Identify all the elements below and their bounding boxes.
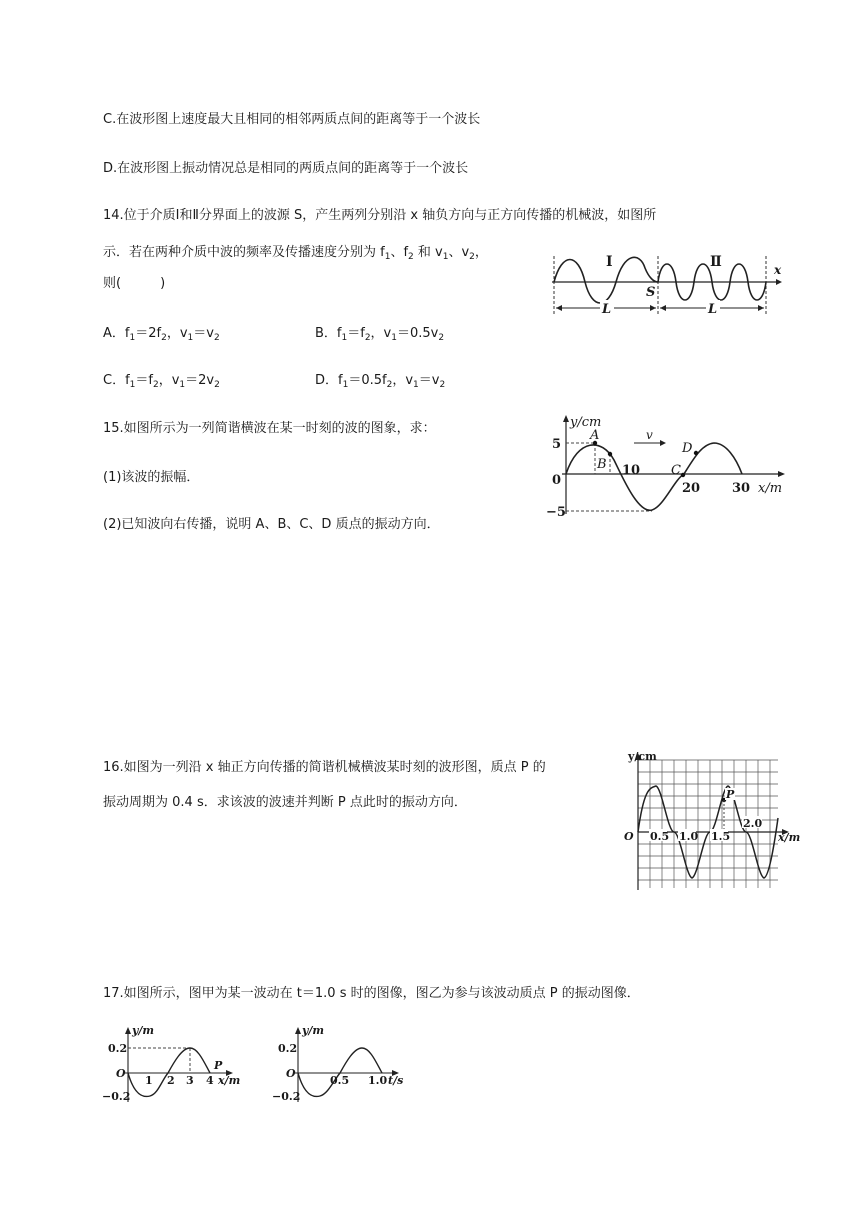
tick-label-05: 0.5 <box>330 1074 350 1087</box>
label-medium-2: Ⅱ <box>710 254 722 270</box>
origin-label: O <box>286 1067 296 1080</box>
x-axis-arrow <box>778 471 785 477</box>
q14-stem-line1: 14.位于介质Ⅰ和Ⅱ分界面上的波源 S，产生两列分别沿 x 轴负方向与正方向传播的机械波，如图所 <box>103 208 657 223</box>
point-d-dot <box>694 451 698 455</box>
q16-wave-figure <box>620 748 810 893</box>
wave-curve <box>128 1048 210 1096</box>
q15-part1: (1)该波的振幅． <box>103 470 200 485</box>
point-p-label: P <box>214 1059 223 1072</box>
q17-stem: 17.如图所示，图甲为某一波动在 t＝1.0 s 时的图像，图乙为参与该波动质点 P 的振动图像． <box>103 986 640 1001</box>
q14-stem-line2: 示．若在两种介质中波的频率及传播速度分别为 $f_1$、$f_2$ 和 $v_1$、$v_2$， <box>103 245 488 262</box>
length-arrowhead-1b <box>650 305 656 311</box>
tick-label-neg5: −5 <box>546 505 566 520</box>
q17-figure-b <box>270 1022 410 1104</box>
tick-label-30: 30 <box>732 481 751 496</box>
tick-label-1: 1 <box>145 1074 153 1087</box>
point-a-label: A <box>590 428 600 443</box>
tick-label-neg02: −0.2 <box>102 1090 131 1103</box>
tick-label-neg02: −0.2 <box>272 1090 301 1103</box>
q14-option-b: B．$f_1=f_2$，$v_1=0.5v_2$ <box>315 326 445 343</box>
q13-option-c: C.在波形图上速度最大且相同的相邻两质点间的距离等于一个波长 <box>103 112 481 127</box>
tick-label-20: 2.0 <box>743 817 763 830</box>
tick-label-15: 1.5 <box>711 830 731 843</box>
x-axis-arrow <box>776 279 782 285</box>
wave-curve <box>566 443 742 510</box>
y-axis-label: y/m <box>302 1024 325 1037</box>
tick-label-02: 0.2 <box>108 1042 128 1055</box>
y-axis-label: y/m <box>132 1024 155 1037</box>
tick-label-20: 20 <box>682 481 701 496</box>
point-c-label: C <box>671 463 681 478</box>
origin-label: O <box>624 830 634 843</box>
y-axis-arrow <box>563 415 569 422</box>
label-length-1: L <box>602 302 612 317</box>
tick-label-02: 0.2 <box>278 1042 298 1055</box>
label-x-axis: x <box>774 263 782 277</box>
y-axis-arrow <box>295 1027 301 1034</box>
q14-wave-figure <box>548 248 788 318</box>
q15-stem: 15.如图所示为一列简谐横波在某一时刻的波的图象，求： <box>103 421 436 436</box>
q14-option-a: A．$f_1=2f_2$，$v_1=v_2$ <box>103 326 220 343</box>
vibration-curve <box>298 1048 382 1096</box>
q14-option-d: D．$f_1=0.5f_2$，$v_1=v_2$ <box>315 373 446 390</box>
length-arrowhead-1a <box>556 305 562 311</box>
length-arrowhead-2a <box>660 305 666 311</box>
tick-label-05: 0.5 <box>650 830 670 843</box>
point-c-dot <box>681 473 685 477</box>
q16-stem-line1: 16.如图为一列沿 x 轴正方向传播的简谐机械横波某时刻的波形图，质点 P 的 <box>103 760 546 775</box>
tick-label-2: 2 <box>167 1074 175 1087</box>
tick-label-3: 3 <box>186 1074 194 1087</box>
q17-figure-a <box>100 1022 250 1104</box>
label-source-s: S <box>646 285 656 300</box>
x-axis-label: x/m <box>218 1074 241 1087</box>
q14-stem-line3: 则( ) <box>103 276 166 291</box>
label-medium-1: Ⅰ <box>606 254 613 270</box>
q14-option-c: C．$f_1=f_2$，$v_1=2v_2$ <box>103 373 220 390</box>
q15-wave-figure <box>542 410 792 525</box>
point-d-label: D <box>682 441 693 456</box>
origin-label: O <box>116 1067 126 1080</box>
tick-label-5: 5 <box>552 437 562 452</box>
y-axis-label: y/cm <box>570 415 602 430</box>
q16-stem-line2: 振动周期为 0.4 s．求该波的波速并判断 P 点此时的振动方向． <box>103 795 467 810</box>
tick-label-0: 0 <box>552 473 562 488</box>
y-axis-label: y/cm <box>628 750 657 763</box>
velocity-label: v <box>646 428 653 442</box>
q13-option-d: D.在波形图上振动情况总是相同的两质点间的距离等于一个波长 <box>103 161 469 176</box>
tick-label-10: 1.0 <box>679 830 699 843</box>
point-b-dot <box>608 452 612 456</box>
x-axis-label: x/m <box>778 831 801 844</box>
tick-label-10: 1.0 <box>368 1074 388 1087</box>
q15-part2: (2)已知波向右传播，说明 A、B、C、D 质点的振动方向． <box>103 517 440 532</box>
label-length-2: L <box>708 302 718 317</box>
point-p-label: P <box>726 788 735 801</box>
y-axis-arrow <box>125 1027 131 1034</box>
tick-label-10: 10 <box>622 463 641 478</box>
x-axis-label: x/m <box>758 481 783 496</box>
x-axis-label: t/s <box>388 1074 404 1087</box>
tick-label-4: 4 <box>206 1074 214 1087</box>
velocity-arrowhead <box>660 440 666 446</box>
length-arrowhead-2b <box>758 305 764 311</box>
point-b-label: B <box>597 457 607 472</box>
